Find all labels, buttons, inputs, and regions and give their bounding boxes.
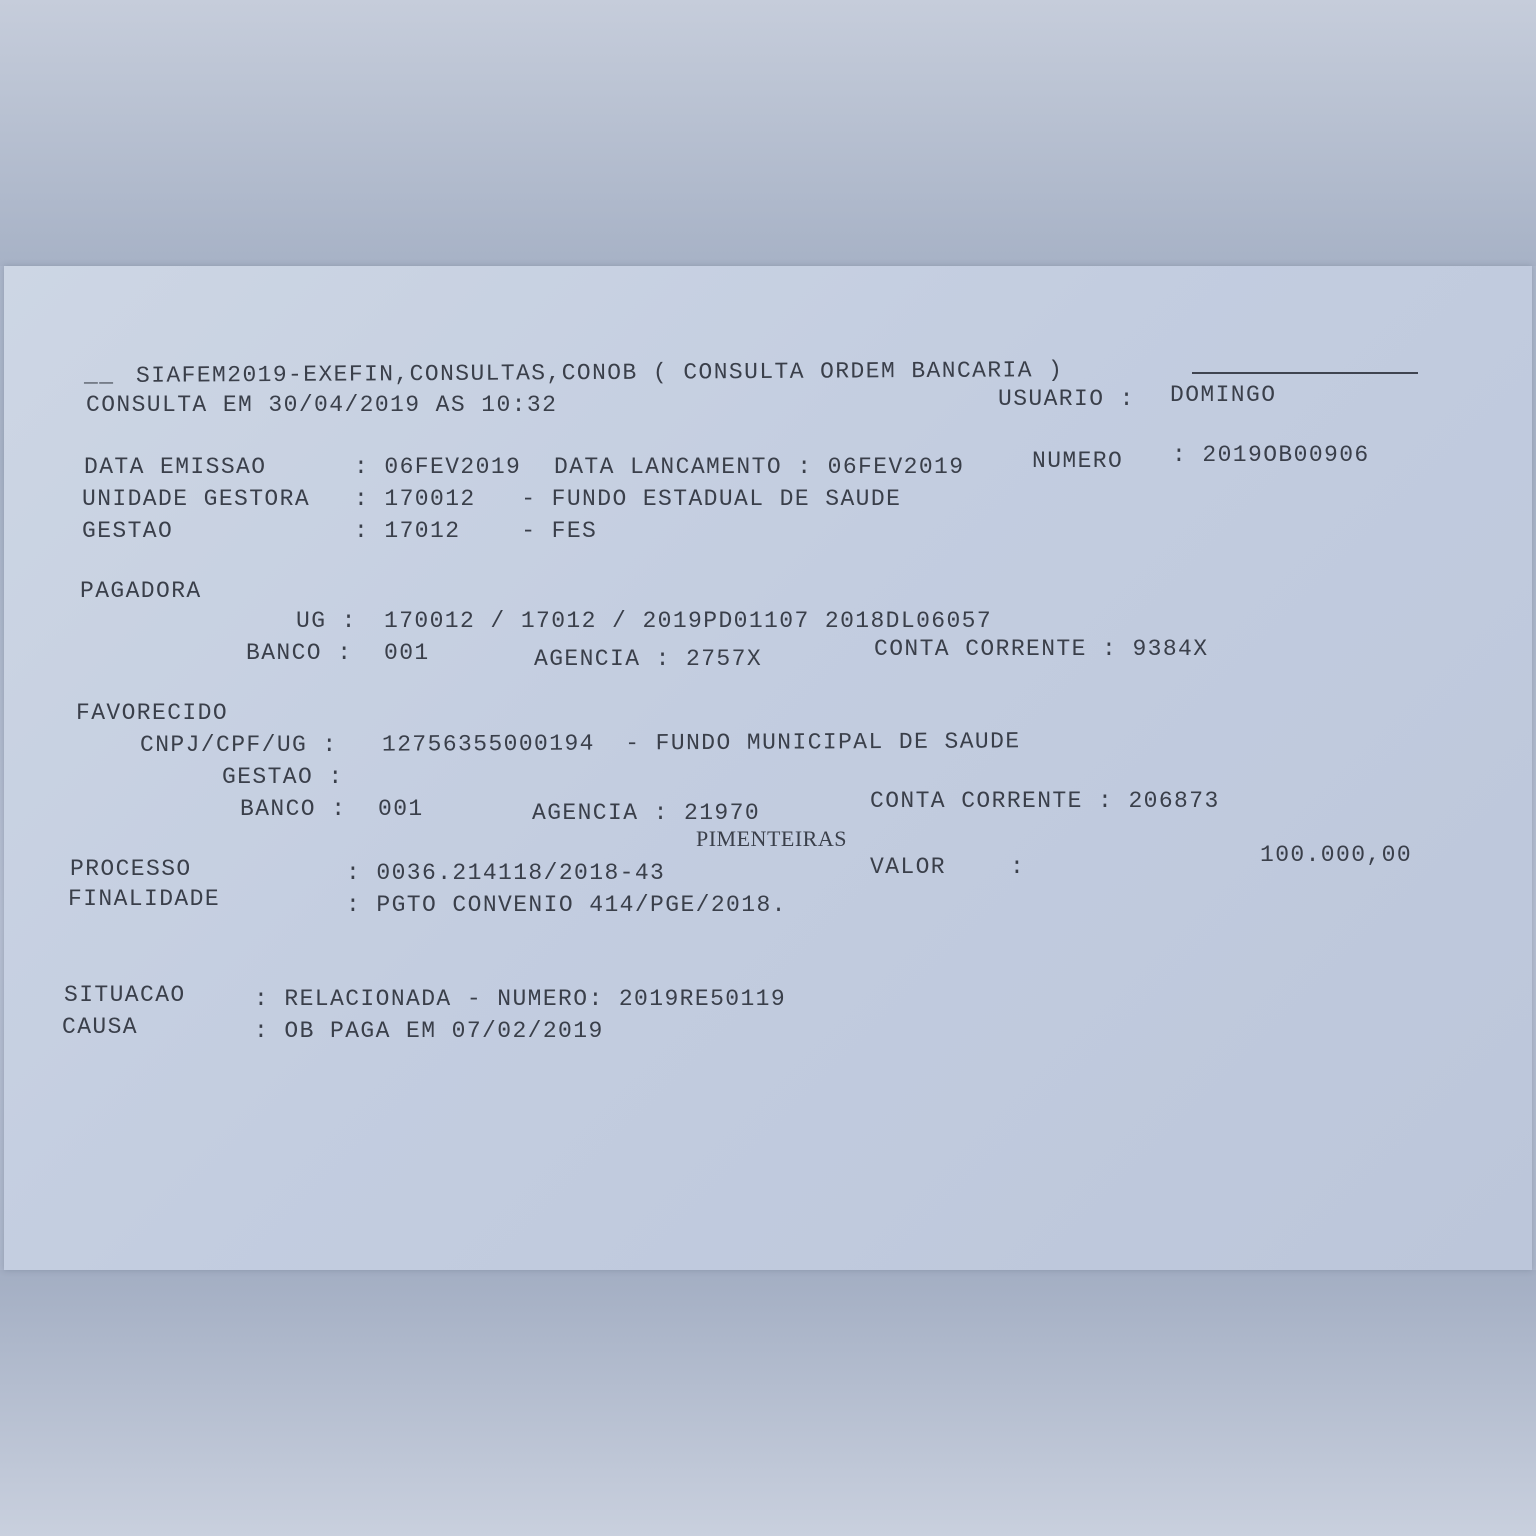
title-underline [1192, 372, 1418, 374]
pagadora-title: PAGADORA [80, 578, 202, 604]
finalidade-label: FINALIDADE [68, 886, 221, 912]
processo-label: PROCESSO [70, 856, 192, 882]
numero-label: NUMERO [1032, 448, 1124, 474]
favorecido-agencia-nome: PIMENTEIRAS [696, 826, 847, 851]
data-lancamento: DATA LANCAMENTO : 06FEV2019 [554, 454, 965, 480]
gestao-value: : 17012 - FES [354, 518, 598, 544]
situacao-value: : RELACIONADA - NUMERO: 2019RE50119 [254, 986, 787, 1012]
consulta-datetime: CONSULTA EM 30/04/2019 AS 10:32 [86, 392, 558, 418]
favorecido-gestao-label: GESTAO : [222, 764, 344, 790]
favorecido-title: FAVORECIDO [76, 700, 229, 726]
pagadora-agencia: AGENCIA : 2757X [534, 646, 763, 672]
numero-value: : 2019OB00906 [1172, 442, 1370, 468]
valor-colon: : [1010, 854, 1026, 880]
favorecido-banco-value: 001 [378, 796, 424, 822]
data-emissao-label: DATA EMISSAO [84, 454, 267, 480]
blurred-background-top [0, 0, 1536, 266]
unidade-gestora-value: : 170012 - FUNDO ESTADUAL DE SAUDE [354, 486, 902, 512]
causa-value: : OB PAGA EM 07/02/2019 [254, 1018, 604, 1044]
gestao-label: GESTAO [82, 518, 174, 544]
blurred-background-bottom [0, 1270, 1536, 1536]
situacao-label: SITUACAO [64, 982, 186, 1008]
favorecido-banco-label: BANCO : [240, 796, 347, 822]
favorecido-conta: CONTA CORRENTE : 206873 [870, 788, 1220, 814]
pagadora-ug-value: 170012 / 17012 / 2019PD01107 2018DL06057 [384, 608, 993, 634]
printed-document [4, 266, 1532, 1270]
pagadora-conta: CONTA CORRENTE : 9384X [874, 636, 1209, 662]
favorecido-cnpj-label: CNPJ/CPF/UG : [140, 732, 338, 758]
finalidade-value: : PGTO CONVENIO 414/PGE/2018. [346, 892, 787, 918]
pagadora-ug-label: UG : [296, 608, 357, 634]
valor-value: 100.000,00 [1260, 842, 1413, 868]
processo-value: : 0036.214118/2018-43 [346, 860, 666, 886]
causa-label: CAUSA [62, 1014, 139, 1040]
valor-label: VALOR [870, 854, 947, 880]
system-title: SIAFEM2019-EXEFIN,CONSULTAS,CONOB ( CONSULTA ORDEM BANCARIA ) [135, 357, 1064, 389]
usuario-label: USUARIO : [998, 386, 1135, 412]
unidade-gestora-label: UNIDADE GESTORA [82, 486, 311, 512]
favorecido-agencia: AGENCIA : 21970 [532, 800, 761, 826]
favorecido-cnpj-value: 12756355000194 - FUNDO MUNICIPAL DE SAUDE [381, 728, 1021, 758]
pagadora-banco-label: BANCO : [246, 640, 353, 666]
header-prefix: __ [84, 362, 115, 388]
usuario-value: DOMINGO [1170, 382, 1277, 408]
data-emissao-value: : 06FEV2019 [354, 454, 522, 480]
pagadora-banco-value: 001 [384, 640, 430, 666]
